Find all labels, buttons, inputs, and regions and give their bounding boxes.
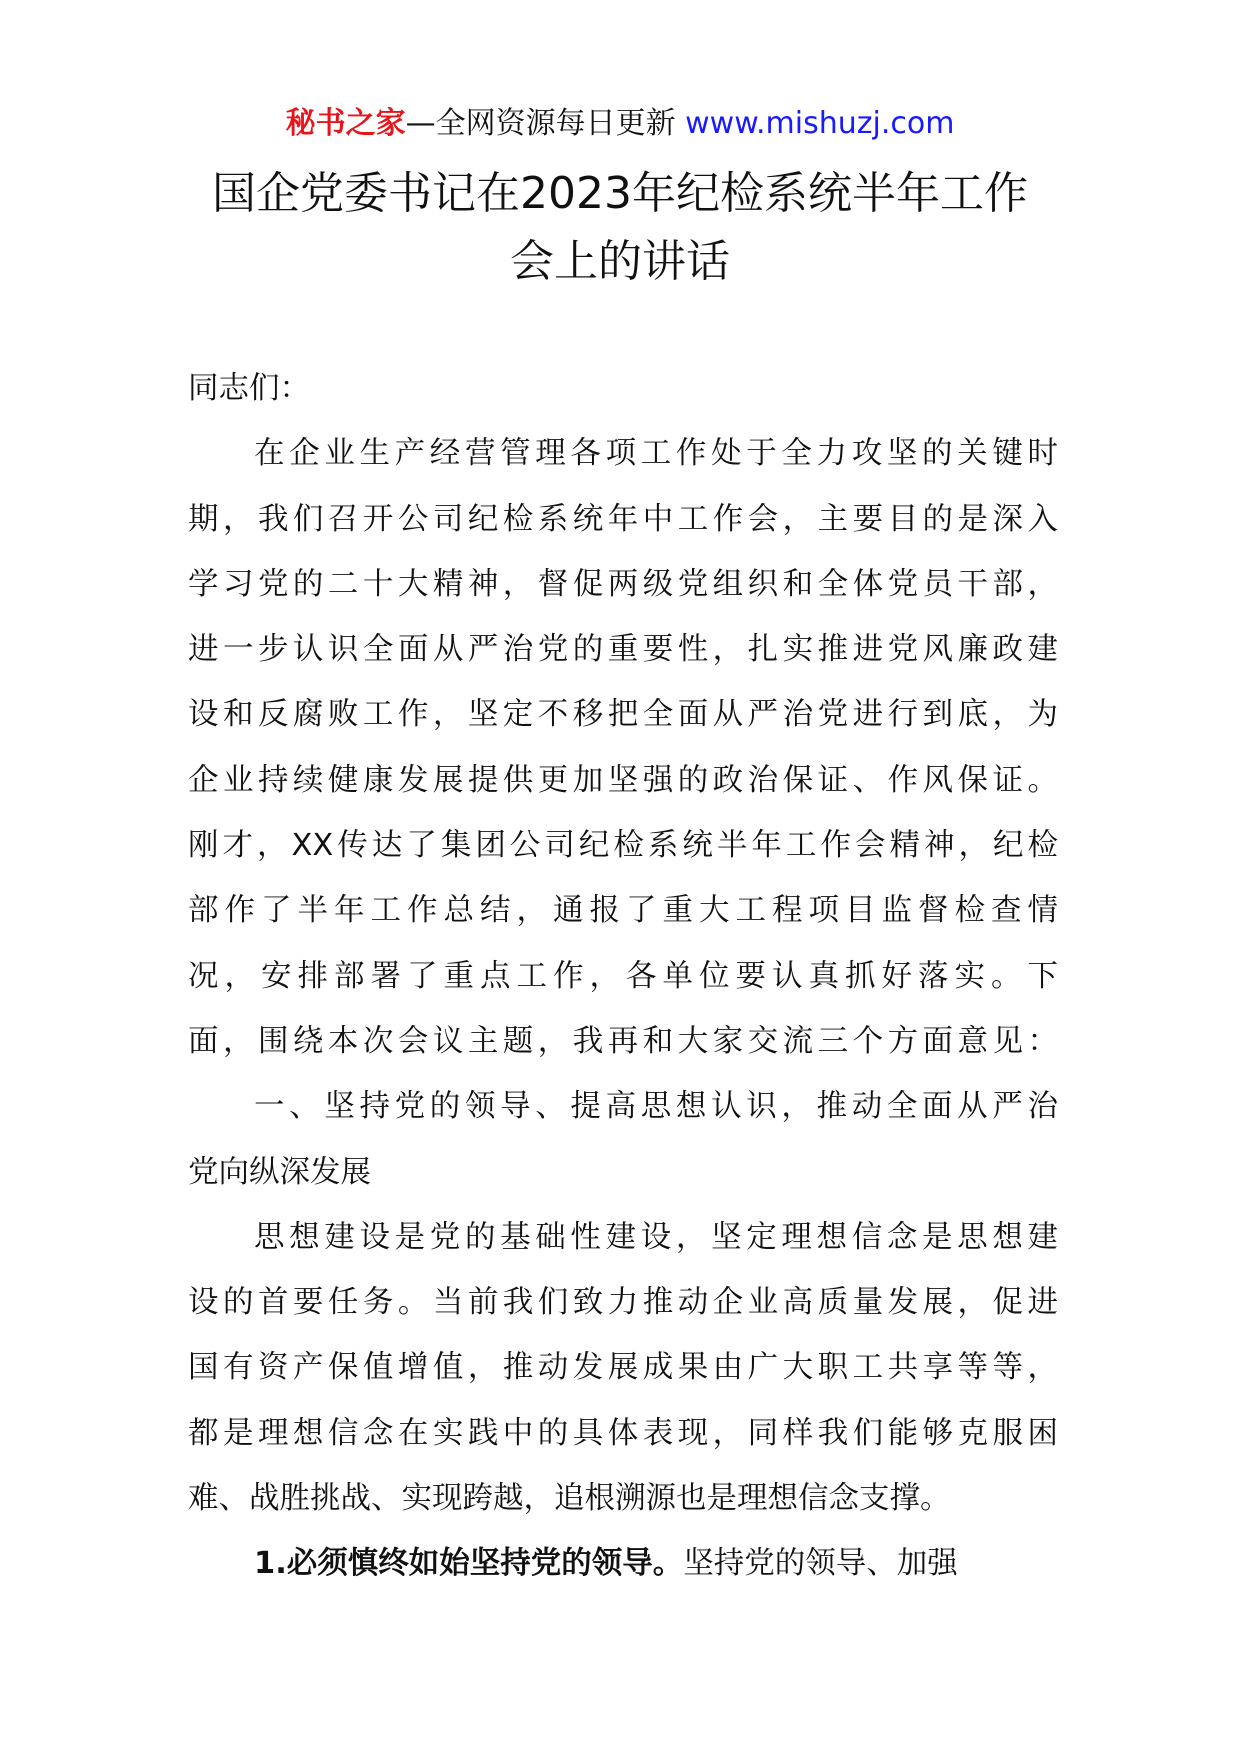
paragraph-line: 期，我们召开公司纪检系统年中工作会，主要目的是深入 <box>188 501 1058 537</box>
document-title-line-1: 国企党委书记在2023年纪检系统半年工作 <box>212 168 1028 219</box>
paragraph-line: 企业持续健康发展提供更加坚强的政治保证、作风保证。 <box>188 762 1058 798</box>
document-title <box>180 160 1060 296</box>
paragraph-line: 刚才，XX传达了集团公司纪检系统半年工作会精神，纪检 <box>188 828 1058 864</box>
paragraph-line: 设和反腐败工作，坚定不移把全面从严治党进行到底，为 <box>188 697 1058 733</box>
paragraph-line: 都是理想信念在实践中的具体表现，同样我们能够克服困 <box>188 1415 1058 1451</box>
paragraph-line: 面，围绕本次会议主题，我再和大家交流三个方面意见： <box>188 1023 1058 1059</box>
site-url[interactable]: www.mishuzj.com <box>685 106 955 141</box>
document-title-line-2: 会上的讲话 <box>510 236 730 287</box>
site-header <box>0 104 1240 144</box>
subsection-line <box>188 1531 1058 1596</box>
greeting: 同志们： <box>188 371 310 406</box>
paragraph-line: 思想建设是党的基础性建设，坚定理想信念是思想建 <box>254 1219 1058 1255</box>
site-name: 秘书之家 <box>285 106 406 141</box>
paragraph-line: 进一步认识全面从严治党的重要性，扎实推进党风廉政建 <box>188 632 1058 668</box>
subsection-heading: 1.必须慎终如始坚持党的领导。 <box>254 1546 684 1582</box>
paragraph-line: 国有资产保值增值，推动发展成果由广大职工共享等等， <box>188 1350 1058 1386</box>
paragraph-line: 况，安排部署了重点工作，各单位要认真抓好落实。下 <box>188 958 1058 994</box>
paragraph-line: 难、战胜挑战、实现跨越，追根溯源也是理想信念支撑。 <box>188 1481 951 1517</box>
document-body <box>188 356 1058 1597</box>
paragraph-line: 在企业生产经营管理各项工作处于全力攻坚的关键时 <box>254 436 1058 472</box>
paragraph-line: 设的首要任务。当前我们致力推动企业高质量发展，促进 <box>188 1285 1058 1321</box>
paragraph-line: 学习党的二十大精神，督促两级党组织和全体党员干部， <box>188 566 1058 602</box>
section-heading-line: 党向纵深发展 <box>188 1154 371 1190</box>
section-heading-line: 一、坚持党的领导、提高思想认识，推动全面从严治 <box>254 1089 1058 1125</box>
site-slogan: —全网资源每日更新 <box>405 106 686 141</box>
paragraph-line: 部作了半年工作总结，通报了重大工程项目监督检查情 <box>188 893 1058 929</box>
subsection-text: 坚持党的领导、加强 <box>683 1546 958 1582</box>
